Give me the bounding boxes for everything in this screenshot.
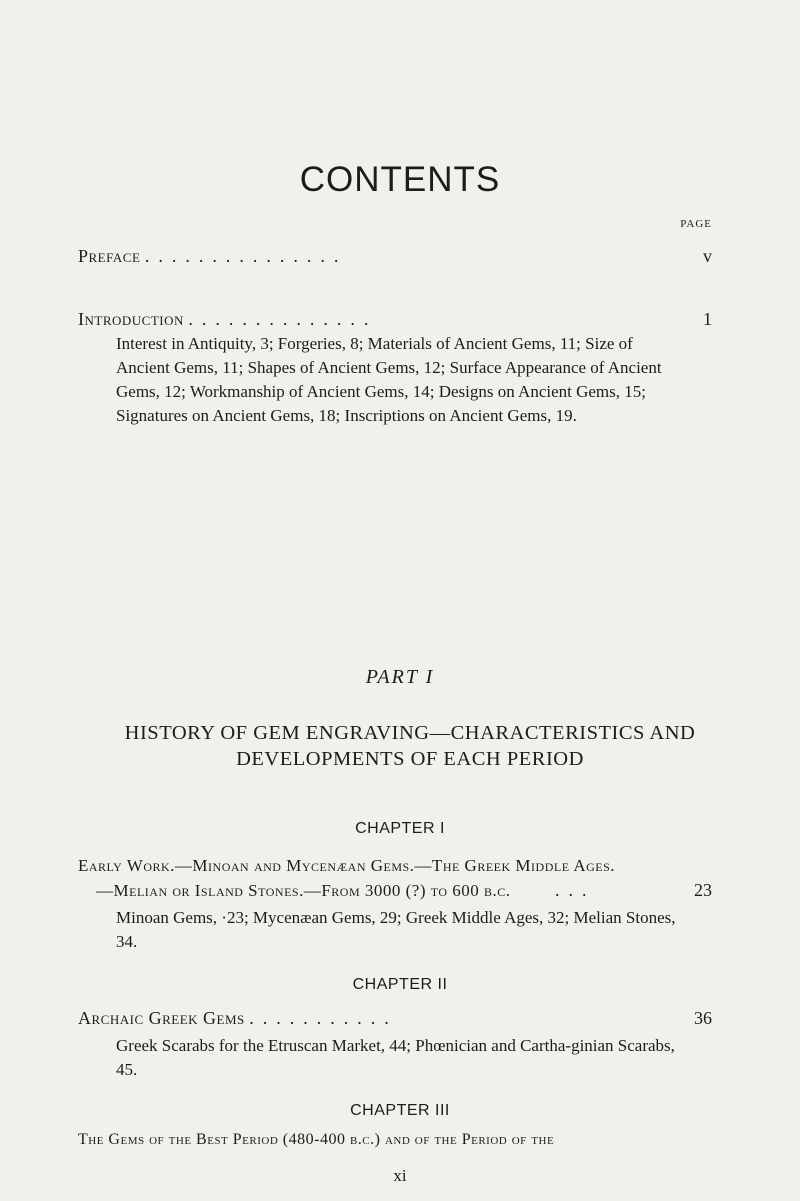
page-column-header: PAGE <box>680 218 712 230</box>
toc-entry-chapter-2 <box>78 1006 712 1030</box>
toc-entry-introduction <box>78 307 712 331</box>
page-title: CONTENTS <box>299 160 501 199</box>
part-label: PART I <box>365 666 435 688</box>
chapter-heading: CHAPTER I <box>355 820 445 837</box>
leader-dots: ........... <box>249 1008 398 1028</box>
entry-label: Preface <box>78 246 141 266</box>
page-number: v <box>703 246 712 266</box>
page-number: 1 <box>703 309 712 329</box>
entry-label: Archaic Greek Gems <box>78 1008 245 1028</box>
chapter-2-topics: Greek Scarabs for the Etruscan Market, 44; Phœnician and Cartha-ginian Scarabs, 45. <box>116 1036 675 1079</box>
page-number: 36 <box>694 1008 712 1028</box>
chapter-1-topics: Minoan Gems, ·23; Mycenæan Gems, 29; Greek Middle Ages, 32; Melian Stones, 34. <box>116 908 676 951</box>
folio: xi <box>393 1166 407 1185</box>
chapter-1-title-line1: Early Work.—Minoan and Mycenæan Gems.—The Greek Middle Ages. <box>78 856 616 875</box>
leader-dots: ............... <box>144 246 348 266</box>
page-number: 23 <box>694 880 712 900</box>
leader-dots: .............. <box>188 309 378 329</box>
chapter-3-title-line1: The Gems of the Best Period (480-400 b.c.) and of the Period of the <box>78 1131 555 1148</box>
introduction-topics: Interest in Antiquity, 3; Forgeries, 8; Materials of Ancient Gems, 11; Size of Ancient Gems, 11; Shapes of Ancient Gems, 12; Surface Appearance of Ancient Gems, 12; Workmanship of Ancient Gems, 14; Designs on Ancient Gems, 15; Signatures on Ancient Gems, 18; Inscriptions on Ancient Gems, 19. <box>116 334 662 425</box>
toc-entry-chapter-1 <box>96 878 712 903</box>
entry-label: —Melian or Island Stones.—From 3000 (?) to 600 b.c. <box>96 881 511 900</box>
part-title: HISTORY OF GEM ENGRAVING—CHARACTERISTICS AND DEVELOPMENTS OF EACH PERIOD <box>124 722 696 770</box>
chapter-heading: CHAPTER II <box>352 976 448 993</box>
entry-label: Introduction <box>78 309 184 329</box>
chapter-heading: CHAPTER III <box>350 1102 450 1119</box>
leader-dots: ... <box>555 880 596 900</box>
toc-entry-preface <box>78 244 712 268</box>
